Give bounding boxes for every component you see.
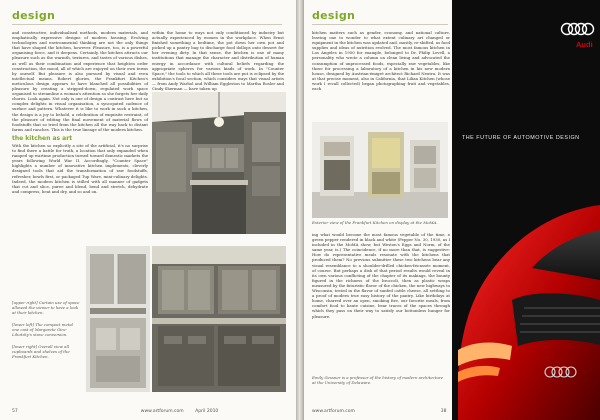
- left-body-text-1: and constructive, individualised methods, modern materials, and emphatically expressive designs of modern housing. Evolving technologies and environmental thinking are not the only things that have shaped the kitchen, however. Pleasure, too, is a powerful organising force, and it deepens. Certainly, the kitchen attracts our pleasure such as the warmth, textures, and tastes of various dishes, as well as their combination and experience that heighten order construction, the mood, all of which are enjoyed on their own terms by oneself. But pleasure is also pursued by visual and even intellectual means. Robert glories, the Frankfurt Kitchen's meticulous design appears to have blanched all possibilities of pleasure by creating a stripped-down, regulated work space organised to streamline a woman's attention so she forgets her daily chores. Look again. Not only is one of design a contrast here but so complex delights in visual organisation, a syncopated cadence of surface and pattern. Whatever it is like to work in such a kitchen, the design is a joy to behold, a celebration of exquisite restraint, of the pleasure of editing the final movement of material flows of foodstuffs that so tried from the kitchen all the way back to distant farms and ranches. This is the true lineage of the modern kitchen.: [12, 30, 148, 132]
- header-rule-right: [312, 24, 448, 25]
- section-title-right: design: [312, 9, 356, 22]
- left-column-2: [152, 30, 284, 91]
- left-body-text-2: within the home to ways not only conditioned by industry but actually experienced by women in the workplace. When Ernst finished something a bedtime, the pot down her own pot and picked up a pantry bag to discharge food dollops onto dessert for her evening dirty. In that sense, the kitchen is one of many institutions that manage the character and distribution of human energy in accordance with cultural beliefs regarding the appropriate spheres for various kinds of work. In "Counter Space," the tools to which all these tools are put is eclipsed by the exhibition's focal section, which considers ways that visual artists — from Andy Warhol and William Eggleston to Martha Rosler and Cindy Sherman — have taken up: [152, 30, 284, 92]
- folio-page-number: 57: [12, 409, 18, 414]
- right-body-text-b: ing what would become the most famous vegetable of the time, a green pepper rendered in black and white (Pepper No. 30, 1930, as I included in the MoMA show, but Weston's Eggs and Norm, of the same year, is.) The coincidence, if no more than that, is suggestive: How do representative meals resonate with the kitchens that produced them? No previous submitter these two kitchens bear any visual resemblance to a shoulder-drilled chicken-fricassée moment, of course. But perhaps a dish of that period results would reveal in its own various conflicting of the chapter of its makings, the bounty figured in the richness of the broccoli, then as plastic wraps measured by the futuristic flavor of the chicken, the new highways to Wisconsin, tested in the flavor of sunfed cattle cheese, all settling to a proof of modern true easy history of the pantry. Like birthdays at home, charred over an open, smoking fire, our favorite meals, from comfort food to haute cuisine, bear traces of the spaces through which they pass on their way to satisfy our bottomless hunger for pleasure.: [312, 232, 450, 319]
- folio-issue: April 2010: [195, 409, 219, 414]
- caption-upper-right: [upper right] Curtain use of space allowed the viewer to have a look at their kitchen.: [12, 300, 80, 315]
- exhibit-photo-caption: Exterior view of the Frankfurt Kitchen on display at the MoMA.: [312, 220, 438, 225]
- caption-lower-right: [lower right] Overall view all cupboards and shelves of the Frankfurt Kitchen.: [12, 344, 70, 359]
- kitchen-photo-lower-left: [86, 246, 150, 392]
- folio-url-right: www.artforum.com: [312, 409, 355, 414]
- right-body-text-a: kitchen matters such as gender, economy, and national culture, leaving one to wonder to what extent culinary art changed or equipment in the kitchen was updated and, mostly, re-shifted, as food supplies and ideas of nutrition evolved. The most famous kitchen in Los Angeles in 1950 for example, belonged to Dr. Philip Lovell, a personality who wrote a column on clean living and advocated the consumption of unprocessed foods, especially raw vegetables, like those for processing a laboratory of a kitchen in his new modern house, designed by Austrian-émigré architect Richard Neutra. It was at that precise moment, also in California, that Lilian Kitchen (whose work I recall collected) began photographing fruit and vegetables, each: [312, 30, 450, 92]
- caption-lower-left: [lower left] The compact metal one cast of Margarete Ginz-Lihotzky's stove conversion.: [12, 322, 73, 337]
- author-bio: Emily Gessner is a professor of the history of modern architecture at the University of Delaware.: [312, 375, 444, 385]
- folio-page-number-right: 38: [440, 409, 447, 414]
- section-title-left: design: [12, 9, 56, 22]
- spine-gutter: [296, 0, 304, 420]
- audi-advertisement: [452, 0, 600, 420]
- subhead-kitchen-as-art: the kitchen as art: [12, 134, 73, 142]
- kitchen-photo-upper: [152, 92, 286, 234]
- folio-left: [12, 409, 218, 414]
- audi-rings-logo-icon: [560, 22, 596, 36]
- folio-url: www.artforum.com: [140, 409, 184, 414]
- right-page: [304, 0, 452, 420]
- folio-right: [312, 409, 446, 414]
- kitchen-photo-lower-right: [152, 246, 286, 392]
- left-body-text-1b: With the kitchen so explicitly a site of the artificial, it's no surprise to find there a battle for truth, a location that only expanded when ramped up wartime production turned toward domestic markets the years following World War II. Accordingly, "Counter Space" highlights a number of innovative kitchen implements, cleverly designed tools that aid the transformation of raw foodstuffs, refresher, bowls first, or packaged Tup Ware, mini-culinary delights. Indeed, the modern kitchen is stilled with all manner of gadgets that cut and slice, puree and blend, bend and stretch, dehydrate and compress, heat and dry, and so and on.: [12, 142, 148, 194]
- left-page: [0, 0, 296, 420]
- exhibit-photo: [312, 122, 448, 218]
- header-rule-left: [12, 24, 282, 25]
- right-column-bottom: [312, 232, 450, 319]
- right-column-top: [312, 30, 450, 91]
- audi-car-photo: [452, 0, 600, 420]
- ad-headline: THE FUTURE OF AUTOMOTIVE DESIGN: [462, 135, 580, 141]
- audi-brand-name: Audi: [576, 40, 593, 49]
